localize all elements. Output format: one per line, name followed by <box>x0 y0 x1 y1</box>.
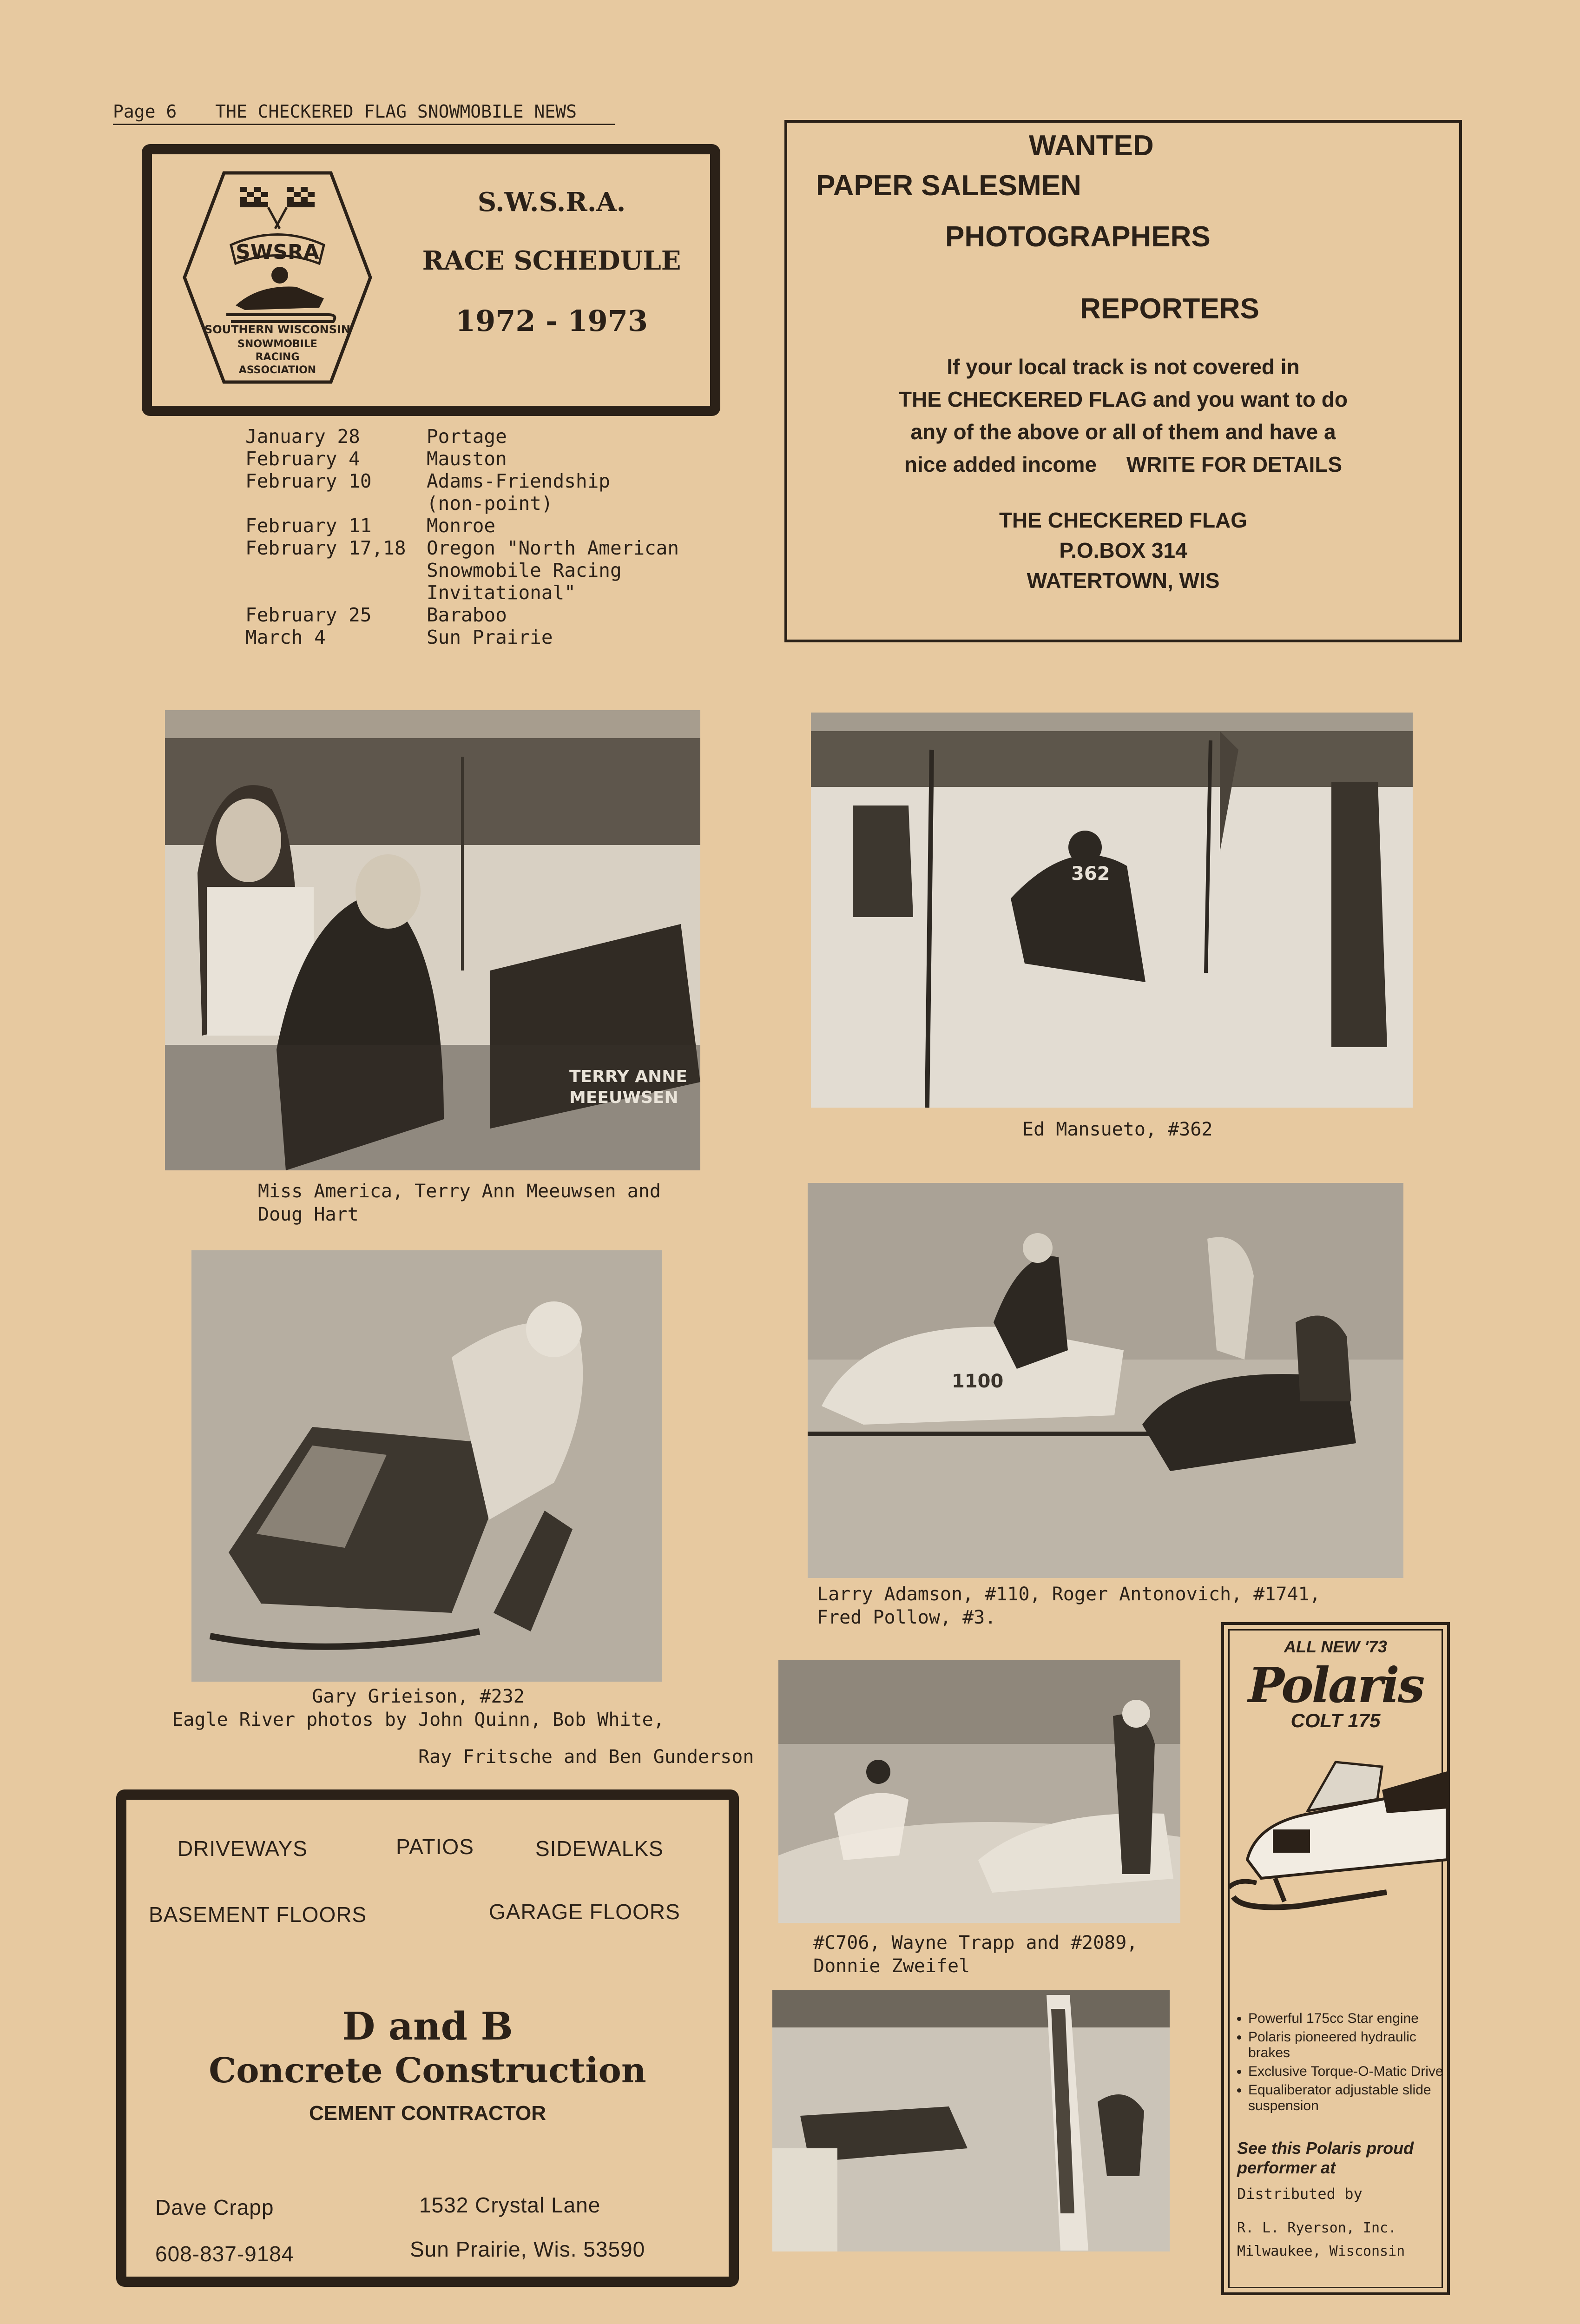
db-concrete-ad <box>116 1789 739 2287</box>
race-location: Mauston <box>427 448 507 470</box>
polaris-ad <box>1221 1622 1450 2295</box>
schedule-heading: RACE SCHEDULE <box>422 245 681 276</box>
company-trade: Concrete Construction <box>209 2051 646 2091</box>
logo-line-1: SOUTHERN WISCONSIN <box>204 323 351 336</box>
service-garage-floors: GARAGE FLOORS <box>489 1900 680 1924</box>
feature-item: • Equaliberator adjustable slide suspension <box>1248 2082 1453 2114</box>
race-location: Adams-Friendship (non-point) <box>427 470 610 515</box>
service-patios: PATIOS <box>396 1835 474 1859</box>
schedule-org: S.W.S.R.A. <box>477 187 626 218</box>
schedule-row <box>245 537 687 604</box>
swsra-logo <box>180 168 375 387</box>
photo-wayne-trapp <box>778 1660 1180 1923</box>
polaris-brand: Polaris <box>1248 1657 1423 1714</box>
contact-phone: 608-837-9184 <box>155 2242 294 2266</box>
bib-number: 362 <box>1071 863 1110 885</box>
polaris-features <box>1237 2011 1453 2117</box>
photo-caption: Larry Adamson, #110, Roger Antonovich, #1741, Fred Pollow, #3. <box>817 1584 1321 1628</box>
wanted-address-3: WATERTOWN, WIS <box>1027 568 1220 593</box>
schedule-row <box>245 515 687 537</box>
photo-flag-race <box>772 1990 1170 2251</box>
photo-caption: Gary Grieison, #232 Eagle River photos by John Quinn, Bob White, <box>172 1686 665 1730</box>
race-location: Oregon "North American Snowmobile Racing Invitational" <box>427 537 679 604</box>
wanted-address-1: THE CHECKERED FLAG <box>999 508 1248 532</box>
schedule-row <box>245 470 687 515</box>
feature-item: • Polaris pioneered hydraulic brakes <box>1248 2029 1453 2061</box>
wanted-body-1: If your local track is not covered in <box>947 355 1300 379</box>
photo-ed-mansueto <box>811 713 1413 1108</box>
race-date: February 11 <box>245 515 372 537</box>
distributor-city: Milwaukee, Wisconsin <box>1237 2243 1405 2259</box>
polaris-model: COLT 175 <box>1290 1710 1381 1731</box>
address-city: Sun Prairie, Wis. 53590 <box>410 2237 645 2261</box>
wanted-photographers: PHOTOGRAPHERS <box>945 221 1211 253</box>
schedule-row <box>245 425 687 448</box>
page-header <box>113 101 615 125</box>
wanted-body-2: THE CHECKERED FLAG and you want to do <box>899 387 1348 411</box>
race-location: Monroe <box>427 515 496 537</box>
publication-name: THE CHECKERED FLAG SNOWMOBILE NEWS <box>215 101 577 122</box>
race-date: February 10 <box>245 470 372 492</box>
schedule-row <box>245 604 687 626</box>
photo-caption: Ed Mansueto, #362 <box>1022 1119 1213 1140</box>
photo-miss-america <box>165 710 700 1170</box>
wanted-body-3: any of the above or all of them and have a <box>910 420 1336 444</box>
polaris-cta: See this Polaris proud performer at <box>1237 2139 1414 2177</box>
service-driveways: DRIVEWAYS <box>178 1836 308 1861</box>
race-schedule-box <box>142 144 720 416</box>
distributed-by-label: Distributed by <box>1237 2185 1363 2203</box>
schedule-row <box>245 448 687 470</box>
snowmobile-icon <box>226 267 335 322</box>
wanted-salesmen: PAPER SALESMEN <box>816 170 1081 202</box>
wanted-reporters: REPORTERS <box>1080 293 1259 325</box>
race-location: Baraboo <box>427 604 507 626</box>
page-number: Page 6 <box>113 101 177 122</box>
race-location: Sun Prairie <box>427 626 553 648</box>
schedule-season: 1972 - 1973 <box>455 304 648 338</box>
wanted-body-4: nice added income WRITE FOR DETAILS <box>904 452 1343 476</box>
logo-acronym: SWSRA <box>236 240 319 264</box>
schedule-row <box>245 626 687 648</box>
race-date: January 28 <box>245 425 360 448</box>
logo-line-4: ASSOCIATION <box>238 364 316 376</box>
snowmobile-illustration <box>1229 1743 1447 1943</box>
polaris-tagline: ALL NEW '73 <box>1284 1637 1387 1656</box>
contact-name: Dave Crapp <box>155 2195 274 2219</box>
race-date: March 4 <box>245 626 326 648</box>
svg-text:MEEUWSEN: MEEUWSEN <box>569 1088 678 1107</box>
checkered-flags-icon <box>240 187 315 229</box>
wanted-address-2: P.O.BOX 314 <box>1059 538 1187 562</box>
schedule-title <box>421 187 682 366</box>
service-sidewalks: SIDEWALKS <box>535 1836 664 1861</box>
address-street: 1532 Crystal Lane <box>419 2193 601 2217</box>
schedule-list <box>245 425 687 648</box>
logo-line-3: RACING <box>255 351 300 363</box>
logo-line-2: SNOWMOBILE <box>237 338 317 350</box>
race-date: February 25 <box>245 604 372 626</box>
race-date: February 4 <box>245 448 360 470</box>
wanted-ad <box>784 120 1462 642</box>
company-name: D and B <box>342 2004 513 2049</box>
feature-item: • Powerful 175cc Star engine <box>1248 2011 1453 2027</box>
distributor-name: R. L. Ryerson, Inc. <box>1237 2220 1397 2236</box>
service-basement-floors: BASEMENT FLOORS <box>149 1902 367 1927</box>
company-subtitle: CEMENT CONTRACTOR <box>309 2102 546 2125</box>
photo-gary-grieison <box>191 1250 662 1682</box>
photo-caption: #C706, Wayne Trapp and #2089, Donnie Zweifel <box>813 1932 1138 1977</box>
race-location: Portage <box>427 425 507 448</box>
race-date: February 17,18 <box>245 537 406 559</box>
wanted-heading: WANTED <box>1029 130 1154 162</box>
sled-name-text: TERRY ANNE <box>569 1067 687 1086</box>
photo-credit: Ray Fritsche and Ben Gunderson <box>418 1746 754 1768</box>
photo-caption: Miss America, Terry Ann Meeuwsen and Doug Hart <box>258 1181 661 1225</box>
photo-larry-adamson <box>808 1183 1403 1578</box>
sled-number: 1100 <box>952 1371 1004 1392</box>
feature-item: • Exclusive Torque-O-Matic Drive <box>1248 2064 1453 2080</box>
